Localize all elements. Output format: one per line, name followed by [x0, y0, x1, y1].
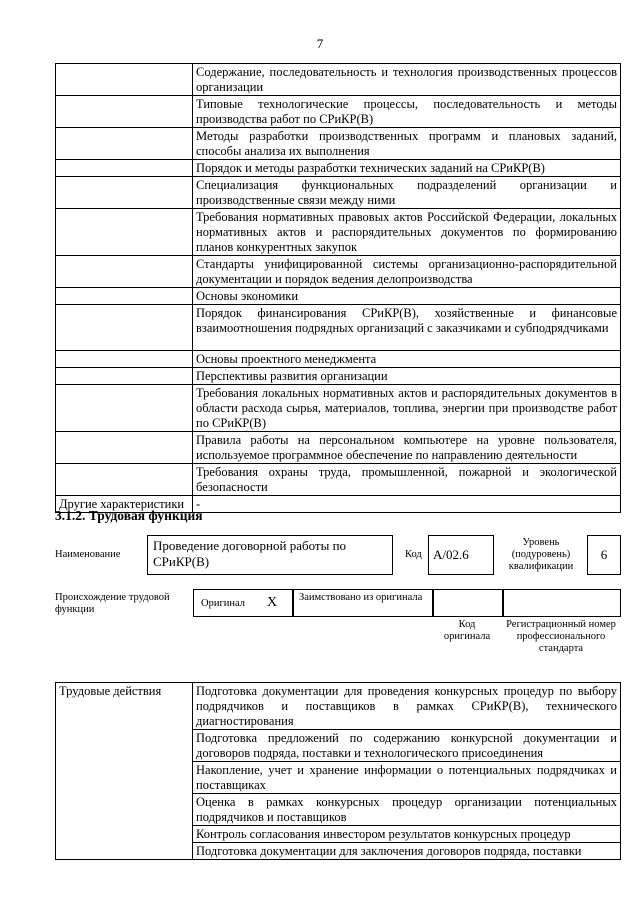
table-cell-value: Основы экономики	[193, 288, 621, 305]
table-row	[56, 385, 621, 432]
table-cell-value: Требования нормативных правовых актов Российской Федерации, локальных нормативных актов и распорядительных документов по формированию планов конкурентных закупок	[193, 209, 621, 256]
original-code-box	[432, 589, 504, 617]
labor-actions-label: Трудовые действия	[56, 683, 193, 860]
table-cell-value: Стандарты унифицированной системы организационно-распорядительной документации и порядок ведения делопроизводства	[193, 256, 621, 288]
original-label: Оригинал	[201, 598, 245, 609]
name-box	[147, 535, 393, 575]
page-number: 7	[316, 36, 324, 51]
code-label: Код	[405, 549, 422, 560]
table-cell-value: Содержание, последовательность и технология производственных процессов организации	[193, 64, 621, 96]
table-cell-label	[56, 385, 193, 432]
level-label: Уровень (подуровень) квалификации	[508, 537, 574, 572]
table-cell-label	[56, 368, 193, 385]
table-cell-value: Специализация функциональных подразделений организации и производственные связи между ними	[193, 177, 621, 209]
code-caption: Код оригинала	[443, 619, 491, 642]
table-cell-value: Основы проектного менеджмента	[193, 351, 621, 368]
knowledge-table	[55, 63, 621, 513]
registration-number-box	[502, 589, 621, 617]
table-cell-value: Порядок и методы разработки технических заданий на СРиКР(В)	[193, 160, 621, 177]
table-cell-value: Подготовка документации для заключения договоров подряда, поставки	[193, 843, 621, 860]
table-row	[56, 464, 621, 496]
table-cell-value: Правила работы на персональном компьютере на уровне пользователя, используемое программное обеспечение по направлению деятельности	[193, 432, 621, 464]
table-cell-value: Типовые технологические процессы, последовательность и методы производства работ по СРиКР(В)	[193, 96, 621, 128]
table-row	[56, 368, 621, 385]
table-cell-value: Подготовка предложений по содержанию конкурсной документации и договоров подряда, поставки и технологического присоединения	[193, 730, 621, 762]
table-cell-value: -	[193, 496, 621, 513]
original-box	[193, 589, 294, 617]
table-cell-label	[56, 351, 193, 368]
table-row	[56, 683, 621, 730]
table-cell-label	[56, 209, 193, 256]
level-value: 6	[600, 547, 608, 562]
table-cell-value: Накопление, учет и хранение информации о потенциальных подрядчиках и поставщиках	[193, 762, 621, 794]
table-cell-label	[56, 64, 193, 96]
borrowed-box	[292, 589, 434, 617]
table-cell-label	[56, 288, 193, 305]
table-cell-label	[56, 432, 193, 464]
table-cell-label	[56, 464, 193, 496]
table-cell-label: Другие характеристики	[56, 496, 193, 513]
table-row	[56, 351, 621, 368]
code-box	[428, 535, 494, 575]
table-cell-label	[56, 128, 193, 160]
table-cell-value: Контроль согласования инвестором результатов конкурсных процедур	[193, 826, 621, 843]
table-row	[56, 256, 621, 288]
table-row	[56, 305, 621, 351]
table-cell-value: Подготовка документации для проведения конкурсных процедур по выбору подрядчиков и поставщиков в рамках СРиКР(В), технического диагностирования	[193, 683, 621, 730]
table-row	[56, 96, 621, 128]
table-cell-value: Перспективы развития организации	[193, 368, 621, 385]
reg-caption: Регистрационный номер профессионального стандарта	[506, 619, 616, 654]
section-title: 3.1.2. Трудовая функция	[55, 508, 203, 523]
original-mark: X	[267, 595, 278, 610]
table-row	[56, 64, 621, 96]
level-box	[587, 535, 621, 575]
code-value: A/02.6	[433, 547, 469, 562]
table-row	[56, 209, 621, 256]
labor-actions-table	[55, 682, 621, 860]
table-cell-value: Оценка в рамках конкурсных процедур организации потенциальных подрядчиков и поставщиков	[193, 794, 621, 826]
table-cell-value: Требования локальных нормативных актов и распорядительных документов в области расхода сырья, материалов, топлива, энергии при производстве работ по СРиКР(В)	[193, 385, 621, 432]
table-cell-label	[56, 177, 193, 209]
table-row	[56, 432, 621, 464]
table-cell-label	[56, 96, 193, 128]
table-cell-value: Порядок финансирования СРиКР(В), хозяйственные и финансовые взаимоотношения подрядных организаций с заказчиками и субподрядчиками	[193, 305, 621, 351]
table-row	[56, 128, 621, 160]
table-row	[56, 160, 621, 177]
table-row	[56, 288, 621, 305]
table-cell-value: Методы разработки производственных программ и плановых заданий, способы анализа их выполнения	[193, 128, 621, 160]
name-label: Наименование	[55, 549, 121, 560]
table-row	[56, 177, 621, 209]
borrowed-label: Заимствовано из оригинала	[299, 592, 423, 603]
name-value: Проведение договорной работы по СРиКР(В)	[153, 538, 347, 569]
table-cell-label	[56, 160, 193, 177]
table-cell-label	[56, 256, 193, 288]
origin-label: Происхождение трудовой функции	[55, 592, 170, 615]
table-cell-label	[56, 305, 193, 351]
table-cell-value: Требования охраны труда, промышленной, пожарной и экологической безопасности	[193, 464, 621, 496]
